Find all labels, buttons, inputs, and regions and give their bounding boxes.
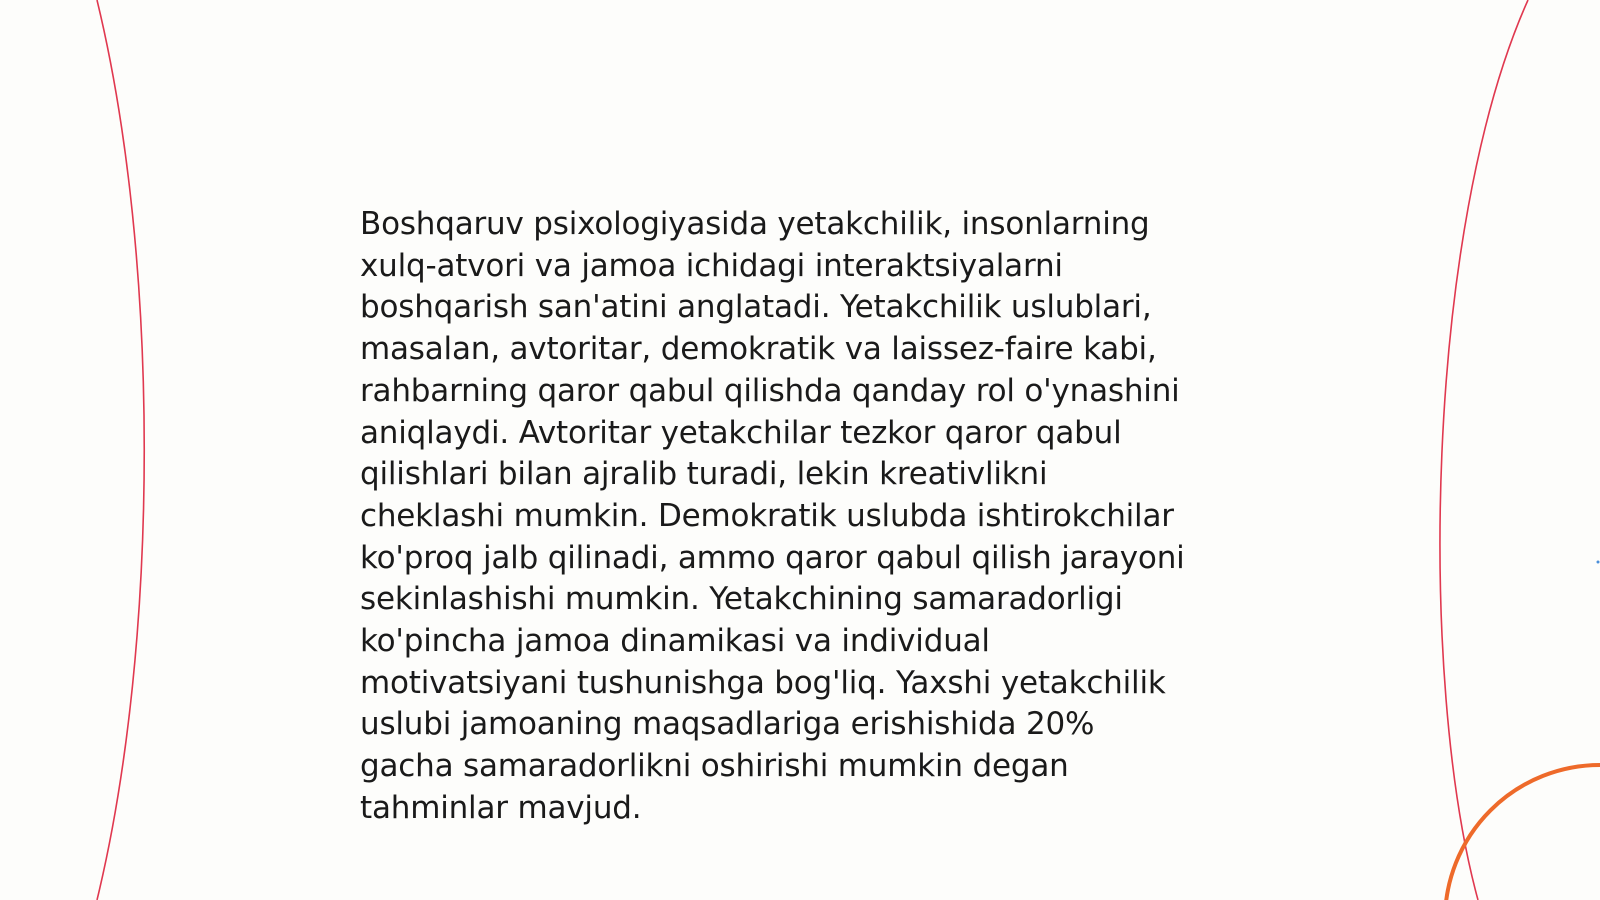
body-line: ko'proq jalb qilinadi, ammo qaror qabul qilish jarayoni bbox=[360, 539, 1185, 576]
body-line: gacha samaradorlikni oshirishi mumkin degan bbox=[360, 748, 1069, 785]
body-line: sekinlashishi mumkin. Yetakchining samaradorligi bbox=[360, 581, 1123, 618]
body-line: aniqlaydi. Avtoritar yetakchilar tezkor qaror qabul bbox=[360, 414, 1122, 451]
right-curve-line bbox=[1440, 0, 1528, 900]
body-line: boshqarish san'atini anglatadi. Yetakchilik uslublari, bbox=[360, 289, 1152, 326]
body-line: masalan, avtoritar, demokratik va laissez-faire kabi, bbox=[360, 331, 1157, 368]
body-line: uslubi jamoaning maqsadlariga erishishida 20% bbox=[360, 706, 1095, 743]
body-line: xulq-atvori va jamoa ichidagi interaktsiyalarni bbox=[360, 247, 1063, 284]
body-paragraph bbox=[360, 204, 1260, 830]
body-line: motivatsiyani tushunishga bog'liq. Yaxshi yetakchilik bbox=[360, 664, 1166, 701]
orange-circle-arc bbox=[1445, 765, 1600, 900]
body-line: cheklashi mumkin. Demokratik uslubda ishtirokchilar bbox=[360, 497, 1174, 534]
body-line: rahbarning qaror qabul qilishda qanday rol o'ynashini bbox=[360, 372, 1180, 409]
left-curve-line bbox=[97, 0, 144, 900]
body-line: Boshqaruv psixologiyasida yetakchilik, insonlarning bbox=[360, 206, 1150, 242]
body-line: ko'pincha jamoa dinamikasi va individual bbox=[360, 623, 990, 660]
body-line: qilishlari bilan ajralib turadi, lekin kreativlikni bbox=[360, 456, 1048, 493]
body-line: tahminlar mavjud. bbox=[360, 789, 642, 826]
small-dot-mark bbox=[1597, 561, 1600, 564]
